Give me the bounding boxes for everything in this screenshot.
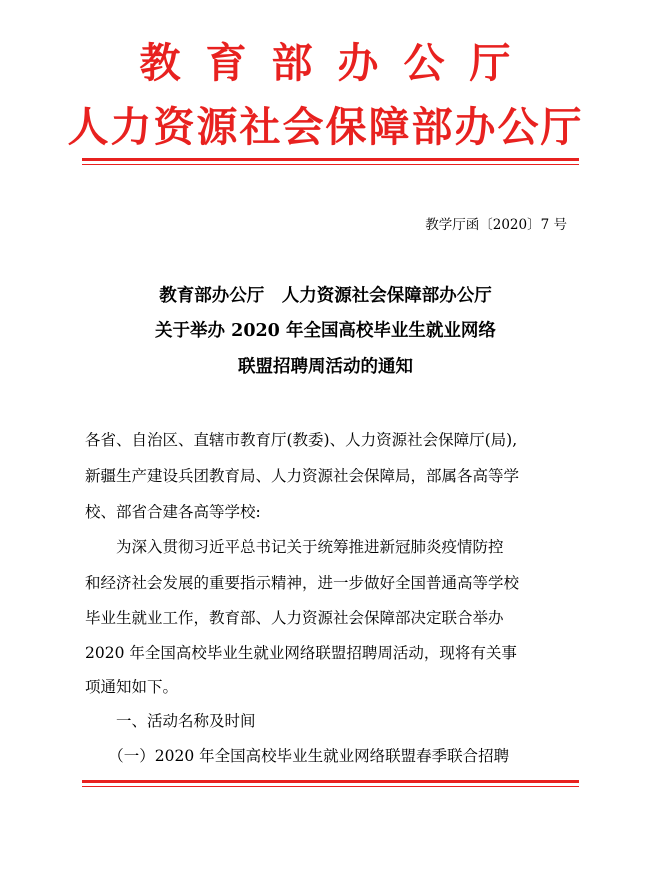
notice-title-line3: 联盟招聘周活动的通知 xyxy=(238,357,413,377)
notice-title-line2: 关于举办 2020 年全国高校毕业生就业网络 xyxy=(155,321,496,341)
section-item: （一）2020 年全国高校毕业生就业网络联盟春季联合招聘 xyxy=(85,747,510,765)
paragraph-line: 为深入贯彻习近平总书记关于统筹推进新冠肺炎疫情防控 xyxy=(85,538,504,556)
paragraph-line: 2020 年全国高校毕业生就业网络联盟招聘周活动，现将有关事 xyxy=(85,644,517,662)
paragraph-line: 和经济社会发展的重要指示精神，进一步做好全国普通高等学校 xyxy=(85,574,520,592)
addressee-line: 各省、自治区、直辖市教育厅(教委)、人力资源社会保障厅(局), xyxy=(85,431,518,449)
header-rule-thick xyxy=(82,158,579,161)
paragraph-line: 项通知如下。 xyxy=(85,678,179,696)
addressee-line: 新疆生产建设兵团教育局、人力资源社会保障局，部属各高等学 xyxy=(85,467,520,485)
notice-title-line1: 教育部办公厅 人力资源社会保障部办公厅 xyxy=(159,286,492,306)
footer-rule-thick xyxy=(82,780,579,783)
addressee-line: 校、部省合建各高等学校: xyxy=(85,503,261,521)
section-heading: 一、活动名称及时间 xyxy=(85,712,256,730)
footer-rule-thin xyxy=(82,786,579,787)
issuer-header-line2: 人力资源社会保障部办公厅 xyxy=(67,103,584,151)
paragraph-line: 毕业生就业工作，教育部、人力资源社会保障部决定联合举办 xyxy=(85,609,504,627)
header-rule-thin xyxy=(82,164,579,165)
issuer-header-line1: 教育部办公厅 xyxy=(139,39,536,87)
document-number: 教学厅函〔2020〕7 号 xyxy=(425,217,567,233)
